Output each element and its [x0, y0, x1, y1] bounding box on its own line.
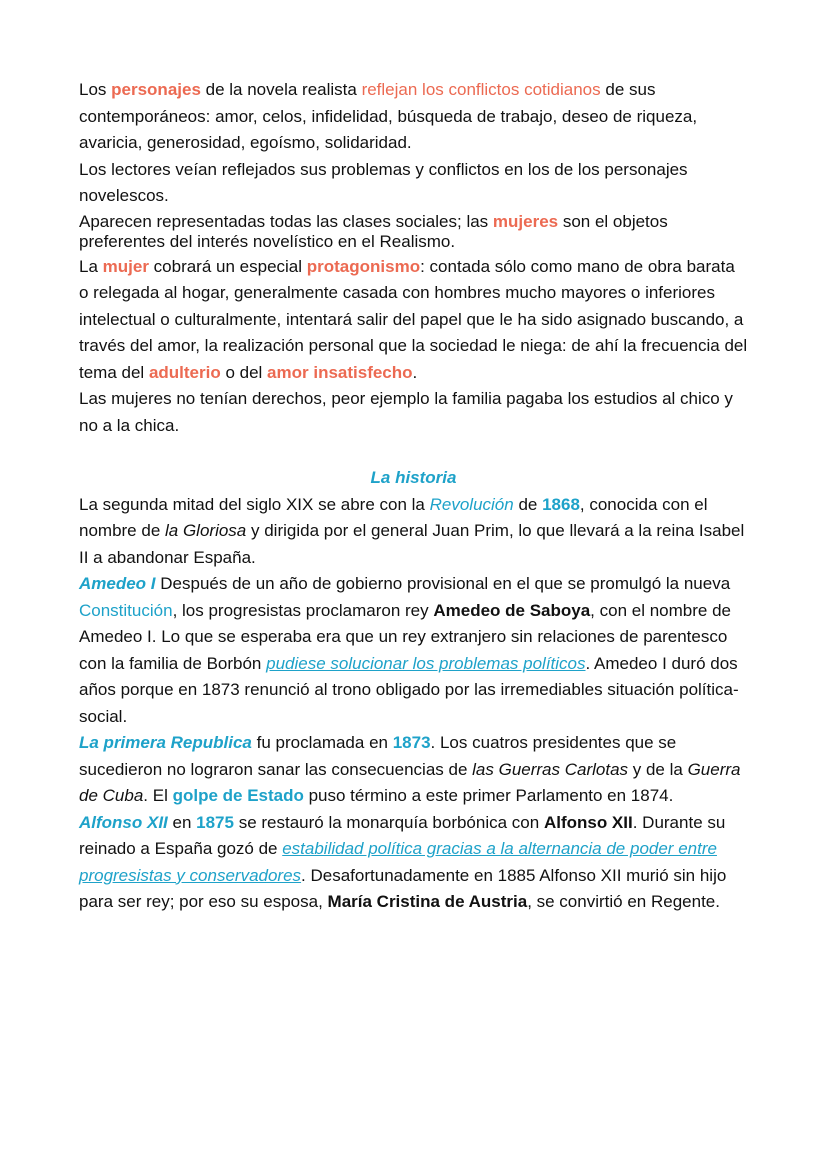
highlight-personajes: personajes: [111, 80, 201, 99]
paragraph-revolucion: [79, 492, 748, 572]
underlined-pudiese-solucionar: pudiese solucionar los problemas políticos: [266, 653, 586, 673]
text: Aparecen representadas todas las clases sociales; las: [79, 211, 493, 231]
paragraph-alfonso: [79, 810, 748, 916]
highlight-protagonismo: protagonismo: [306, 256, 421, 276]
highlight-primera-republica: La primera Republica: [79, 733, 252, 752]
text: . El: [143, 786, 173, 805]
highlight-year-1873: 1873: [392, 733, 431, 752]
highlight-reflejan: reflejan los conflictos cotidianos: [361, 80, 601, 99]
text: . Durante su reinado a España gozó de: [79, 812, 726, 858]
text: puso término a este primer Parlamento en 1874.: [303, 786, 674, 805]
text: de sus contemporáneos: amor, celos, infidelidad, búsqueda de trabajo, deseo de riqueza, avaricia, generosidad, egoísmo, solidaridad.: [79, 80, 698, 152]
highlight-mujer: mujer: [102, 256, 149, 276]
text: Los: [79, 80, 112, 99]
text: : contada sólo como mano de obra barata o relegada al hogar, generalmente casada con hombres mucho mayores o inferiores intelectual o culturalmente, intentará salir del papel que le ha sido asignado buscando, a través del amor, la realización personal que la sociedad le niega: de ahí la frecuencia del tema del: [79, 256, 748, 382]
text: de la novela realista: [200, 80, 362, 99]
paragraph-derechos: [79, 386, 748, 439]
text: Las mujeres no tenían derechos, peor ejemplo la familia pagaba los estudios al chico y no a la chica.: [79, 389, 733, 435]
italic-guerra-de-cuba: Guerra de Cuba: [79, 759, 741, 805]
text: fu proclamada en: [251, 733, 393, 752]
paragraph-clases-sociales: [79, 212, 748, 252]
text: y de la: [628, 759, 688, 779]
paragraph-amedeo: [79, 571, 748, 730]
text: se restauró la monarquía borbónica con: [233, 812, 544, 832]
text: de: [513, 494, 543, 514]
paragraph-republica: [79, 730, 748, 810]
paragraph-personajes: [79, 77, 748, 157]
highlight-golpe-de-estado: golpe de Estado: [172, 786, 304, 805]
text: y dirigida por el general Juan Prim, lo que llevará a la reina Isabel II a abandonar España.: [79, 521, 745, 567]
paragraph-lectores: [79, 157, 748, 210]
text: cobrará un especial: [148, 256, 307, 276]
bold-amedeo-de-saboya: Amedeo de Saboya: [433, 600, 591, 620]
text: , con el nombre de Amedeo I. Lo que se esperaba era que un rey extranjero sin relaciones de parentesco con la familia de Borbón: [79, 600, 731, 673]
text: o del: [220, 362, 268, 382]
highlight-year-1875: 1875: [196, 812, 234, 832]
highlight-revolucion: Revolución: [429, 494, 514, 514]
text: Después de un año de gobierno provisional en el que se promulgó la nueva: [155, 574, 731, 593]
bold-maria-cristina: María Cristina de Austria: [327, 892, 528, 911]
highlight-adulterio: adulterio: [148, 362, 221, 382]
text: . Los cuatros presidentes que se sucedieron no lograron sanar las consecuencias de: [79, 733, 677, 779]
highlight-constitucion: Constitución: [79, 600, 173, 620]
text: Los lectores veían reflejados sus problemas y conflictos en los de los personajes novelescos.: [79, 159, 688, 205]
bold-alfonso-xii: Alfonso XII: [543, 812, 633, 832]
section-heading-historia: La historia: [370, 468, 457, 487]
paragraph-mujer: [79, 254, 748, 387]
text: son el objetos preferentes del interés novelístico en el Realismo.: [79, 211, 668, 251]
highlight-amor-insatisfecho: amor insatisfecho: [267, 362, 413, 382]
text: , conocida con el nombre de: [79, 494, 708, 540]
highlight-mujeres: mujeres: [492, 211, 559, 231]
text: en: [167, 812, 197, 832]
highlight-amedeo: Amedeo I: [79, 574, 156, 593]
italic-guerras-carlotas: las Guerras Carlotas: [472, 759, 629, 779]
text: . Desafortunadamente en 1885 Alfonso XII murió sin hijo para ser rey; por eso su esposa,: [79, 865, 727, 911]
text: La: [79, 256, 103, 276]
text: , se convirtió en Regente.: [527, 892, 720, 911]
underlined-estabilidad-politica: estabilidad política gracias a la alternancia de poder entre progresistas y conservadores: [79, 839, 717, 885]
text: . Amedeo I duró dos años porque en 1873 renunció al trono obligado por las irremediables situación política-social.: [79, 653, 739, 726]
highlight-year-1868: 1868: [542, 494, 580, 514]
text: .: [412, 362, 418, 382]
text: , los progresistas proclamaron rey: [172, 600, 434, 620]
text: La segunda mitad del siglo XIX se abre con la: [79, 494, 430, 514]
italic-la-gloriosa: la Gloriosa: [165, 521, 247, 540]
highlight-alfonso-xii: Alfonso XII: [79, 812, 168, 832]
